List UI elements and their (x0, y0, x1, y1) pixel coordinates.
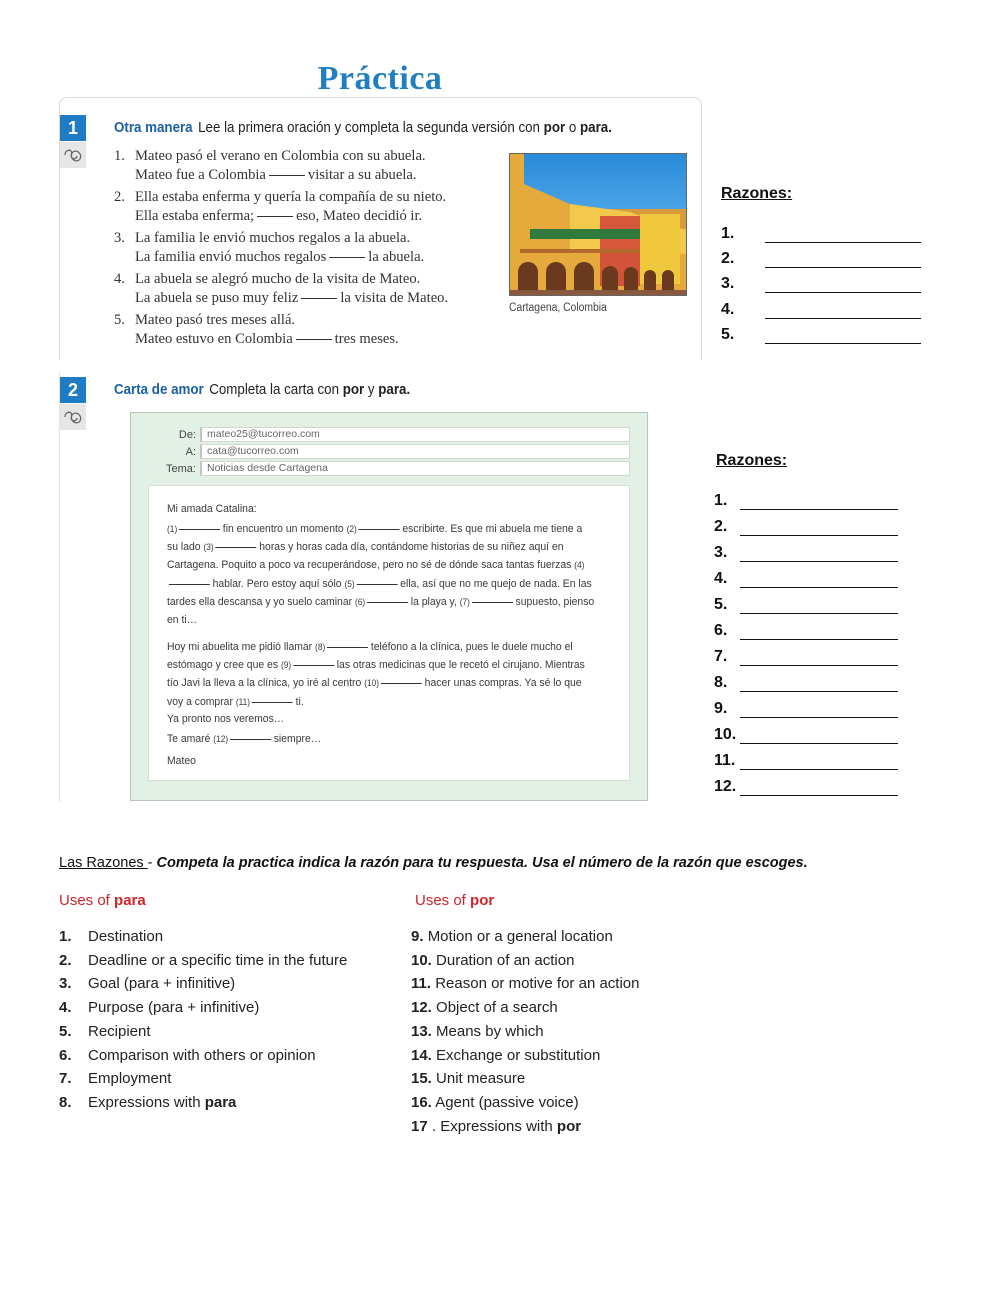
razon-number: 2. (721, 250, 735, 267)
reasons-heading: Las Razones (59, 855, 148, 871)
letter-text: la playa y, (410, 595, 457, 608)
exercise-item (114, 147, 494, 184)
para-use-item (59, 1070, 171, 1087)
answer-blank-3[interactable] (216, 547, 257, 548)
use-number: 8. (59, 1093, 72, 1111)
razon-3-row (721, 275, 921, 293)
razon-number: 5. (714, 596, 728, 613)
use-number: 9. (411, 928, 424, 945)
razon-answer-line[interactable] (740, 665, 898, 666)
answer-blank-12[interactable] (230, 739, 271, 740)
use-text: Agent (passive voice) (435, 1093, 579, 1111)
blank-number: (1) (167, 524, 178, 534)
uses-of-para-header (59, 892, 146, 909)
letter-signature: Mateo (167, 755, 196, 767)
answer-blank-6[interactable] (367, 602, 408, 603)
item-number: 1. (114, 148, 125, 164)
use-keyword: por (556, 1117, 582, 1135)
razon-1-row (721, 225, 921, 243)
blank-number: (3) (203, 542, 214, 553)
use-text: Object of a search (436, 999, 558, 1017)
activity-1-label: Otra manera (114, 120, 193, 136)
razon-number: 8. (714, 674, 728, 691)
razon-number: 10. (714, 726, 737, 743)
subject-label: Tema: (166, 462, 196, 475)
rewrite-before: La familia envió muchos regalos (135, 248, 327, 265)
letter-see-you: Ya pronto nos veremos… (167, 713, 285, 725)
instruction-text: y (364, 382, 379, 398)
razon-number: 12. (714, 778, 737, 795)
razon-number: 4. (721, 301, 735, 318)
item-rewrite (135, 330, 399, 349)
answer-blank[interactable] (269, 175, 305, 176)
razon-answer-line[interactable] (740, 691, 898, 692)
letter-text: teléfono a la clínica, pues le duele mucho el estómago y cree que es (167, 641, 573, 672)
por-use-item (411, 999, 558, 1016)
header-keyword: para (114, 892, 146, 909)
razon-answer-line[interactable] (765, 267, 921, 268)
razon-2-row (721, 250, 921, 268)
to-label: A: (185, 445, 196, 458)
razon-number: 3. (714, 544, 728, 561)
keyword-para: para (580, 120, 609, 136)
blank-number: (4) (574, 560, 585, 571)
activity-1-heading (114, 120, 612, 136)
answer-blank[interactable] (257, 216, 293, 217)
razones-2-title: Razones: (716, 452, 788, 469)
answer-blank-5[interactable] (357, 584, 398, 585)
por-use-item (411, 1118, 581, 1135)
blank-number: (11) (235, 696, 251, 707)
from-label: De: (178, 428, 196, 441)
razon-4-row (714, 570, 898, 588)
razon-number: 11. (714, 752, 736, 769)
por-use-item (411, 928, 613, 945)
letter-closing (167, 730, 595, 748)
instruction-text: Lee la primera oración y completa la segunda versión con (198, 120, 544, 136)
razon-7-row (714, 648, 898, 666)
razon-9-row (714, 700, 898, 718)
use-number: 13. (411, 1022, 432, 1040)
letter-text: hablar. Pero estoy aquí sólo (212, 577, 342, 590)
answer-blank-2[interactable] (359, 529, 400, 530)
use-number: 5. (59, 1022, 72, 1040)
razon-11-row (714, 752, 898, 770)
razon-number: 2. (714, 518, 728, 535)
from-field: mateo25@tucorreo.com (200, 427, 630, 442)
para-use-item (59, 1047, 316, 1064)
letter-paragraph-2 (167, 638, 595, 711)
razon-number: 3. (721, 275, 735, 292)
razon-number: 5. (721, 326, 735, 343)
razon-answer-line[interactable] (740, 717, 898, 718)
item-number: 4. (114, 271, 125, 287)
use-number: 1. (59, 928, 72, 945)
use-number: 15. (411, 1070, 432, 1088)
instruction-text: o (565, 120, 581, 136)
keyword-por: por (543, 120, 566, 136)
item-original: Mateo pasó tres meses allá. (135, 312, 296, 328)
item-original: La abuela se alegró mucho de la visita de Mateo. (135, 271, 421, 287)
use-number: 6. (59, 1046, 72, 1064)
para-use-item (59, 1094, 236, 1111)
razon-4-row (721, 301, 921, 319)
item-number: 3. (114, 230, 125, 246)
letter-text: hacer unas compras. Ya sé lo que voy a comprar (167, 677, 582, 708)
pair-activity-icon (60, 142, 86, 168)
blank-number: (5) (344, 578, 355, 589)
use-number: 17 (411, 1117, 428, 1135)
use-number: 2. (59, 951, 72, 969)
rewrite-after: eso, Mateo decidió ir. (296, 207, 423, 224)
blank-number: (7) (459, 596, 470, 607)
rewrite-after: la abuela. (368, 248, 425, 265)
razon-number: 1. (721, 225, 735, 242)
answer-blank-11[interactable] (252, 702, 293, 703)
heading-dash: - (147, 855, 157, 871)
use-text: Employment (88, 1070, 172, 1088)
razon-5-row (721, 326, 921, 344)
use-number: 7. (59, 1070, 72, 1088)
letter-text: escribirte. Es que mi abuela me tiene a su lado (167, 523, 583, 554)
use-number: 16. (411, 1093, 432, 1111)
exercise-item (114, 229, 494, 266)
item-number: 2. (114, 189, 125, 205)
razon-3-row (714, 544, 898, 562)
razon-number: 6. (714, 622, 728, 639)
letter-paragraph-1 (167, 520, 595, 629)
item-rewrite (135, 289, 448, 308)
por-use-item (411, 1023, 544, 1040)
activity-2-heading (114, 382, 410, 398)
razon-answer-line[interactable] (740, 509, 898, 510)
blank-number: (10) (364, 678, 380, 689)
email-to-row (132, 444, 630, 459)
use-number: 12. (411, 999, 432, 1017)
blank-number: (6) (354, 596, 366, 607)
razon-number: 9. (714, 700, 728, 717)
answer-blank-7[interactable] (472, 602, 513, 603)
header-prefix: Uses of (415, 892, 471, 909)
item-rewrite (135, 166, 426, 185)
letter-text: Hoy mi abuelita me pidió llamar (167, 641, 313, 653)
header-prefix: Uses of (59, 892, 115, 909)
instruction-text: Completa la carta con (209, 382, 343, 398)
por-use-item (411, 1094, 579, 1111)
rewrite-before: Mateo fue a Colombia (135, 166, 266, 183)
activity-1-items (114, 147, 494, 352)
use-text: Recipient (88, 1022, 151, 1040)
razones-1-title: Razones: (721, 185, 793, 202)
use-keyword: para (204, 1093, 237, 1111)
letter-text: supuesto, pienso en ti… (167, 595, 595, 627)
razon-answer-line[interactable] (765, 242, 921, 243)
blank-number: (12) (213, 734, 229, 744)
razon-answer-line[interactable] (740, 587, 898, 588)
activity-2-number-badge: 2 (60, 377, 86, 403)
use-number: 11. (411, 975, 432, 993)
instruction-text: . (608, 120, 612, 136)
para-use-item (59, 952, 347, 969)
cartagena-photo (509, 153, 687, 296)
blank-number: (2) (346, 524, 357, 534)
letter-text: horas y horas cada día, contándome historias de su niñez aquí en Cartagena. Poquito a poco va recuperándose, pero no sé de dónde saca tantas fuerzas (167, 541, 572, 572)
activity-2-label: Carta de amor (114, 382, 204, 398)
uses-of-por-header (415, 892, 494, 909)
use-number: 10. (411, 951, 432, 969)
use-text: Expressions with (88, 1093, 205, 1111)
razon-12-row (714, 778, 898, 796)
answer-blank-10[interactable] (381, 683, 422, 684)
answer-blank-1[interactable] (179, 529, 220, 530)
razon-answer-line[interactable] (740, 561, 898, 562)
use-number: 3. (59, 975, 72, 993)
exercise-item (114, 270, 494, 307)
para-use-item (59, 1023, 151, 1040)
rewrite-before: Mateo estuvo en Colombia (135, 330, 293, 347)
razon-answer-line[interactable] (740, 639, 898, 640)
item-original: Mateo pasó el verano en Colombia con su abuela. (135, 148, 426, 164)
razon-answer-line[interactable] (765, 343, 921, 344)
use-text: Destination (88, 928, 164, 945)
to-field: cata@tucorreo.com (200, 444, 630, 459)
letter-text: ella, así que no me quejo de nada. En las tardes ella descansa y yo suelo caminar (167, 577, 592, 608)
razon-2-row (714, 518, 898, 536)
use-text: . Expressions with (431, 1117, 557, 1135)
rewrite-after: visitar a su abuela. (307, 166, 417, 183)
exercise-item (114, 188, 494, 225)
item-number: 5. (114, 312, 125, 328)
letter-text: siempre… (273, 733, 322, 745)
rewrite-before: La abuela se puso muy feliz (135, 289, 299, 306)
blank-number: (8) (315, 642, 326, 652)
razon-answer-line[interactable] (765, 292, 921, 293)
use-text: Deadline or a specific time in the future (88, 951, 348, 969)
reasons-instruction (59, 855, 808, 871)
por-use-item (411, 952, 574, 969)
blank-number: (9) (280, 660, 292, 671)
razon-answer-line[interactable] (765, 318, 921, 319)
item-rewrite (135, 207, 446, 226)
answer-blank-9[interactable] (293, 665, 334, 666)
answer-blank-8[interactable] (327, 647, 368, 648)
rewrite-before: Ella estaba enferma; (135, 207, 255, 224)
use-text: Unit measure (436, 1070, 526, 1088)
razon-10-row (714, 726, 898, 744)
razon-8-row (714, 674, 898, 692)
activity-1-number-badge: 1 (60, 115, 86, 141)
email-subject-row (132, 461, 630, 476)
letter-greeting: Mi amada Catalina: (167, 503, 257, 515)
header-keyword: por (470, 892, 495, 909)
photo-caption: Cartagena, Colombia (509, 302, 607, 314)
keyword-por: por (342, 382, 365, 398)
use-text: Motion or a general location (427, 928, 613, 945)
razon-number: 7. (714, 648, 728, 665)
activity-2-frame (59, 372, 60, 802)
letter-text: las otras medicinas que le recetó el cirujano. Mientras tío Javi la lleva a la clínica, yo iré al centro (167, 659, 585, 690)
use-text: Comparison with others or opinion (88, 1046, 316, 1064)
answer-blank-4[interactable] (169, 584, 210, 585)
answer-blank[interactable] (296, 339, 332, 340)
use-number: 14. (411, 1046, 432, 1064)
use-text: Purpose (para + infinitive) (88, 999, 260, 1017)
razon-answer-line[interactable] (740, 613, 898, 614)
por-use-item (411, 1047, 600, 1064)
por-use-item (411, 975, 639, 992)
rewrite-after: tres meses. (334, 330, 399, 347)
use-text: Goal (para + infinitive) (88, 975, 236, 993)
use-text: Reason or motive for an action (435, 975, 640, 993)
use-number: 4. (59, 999, 72, 1017)
item-original: Ella estaba enferma y quería la compañía de su nieto. (135, 189, 447, 205)
rewrite-after: la visita de Mateo. (340, 289, 449, 306)
instruction-text: . (406, 382, 411, 398)
razon-number: 4. (714, 570, 728, 587)
por-use-item (411, 1070, 525, 1087)
page-title: Práctica (317, 60, 443, 97)
para-use-item (59, 975, 235, 992)
use-text: Means by which (436, 1022, 544, 1040)
para-use-item (59, 999, 259, 1016)
keyword-para: para (378, 382, 407, 398)
letter-text: ti. (295, 695, 304, 708)
razon-answer-line[interactable] (740, 743, 898, 744)
razon-1-row (714, 492, 898, 510)
razon-answer-line[interactable] (740, 769, 898, 770)
answer-blank[interactable] (329, 257, 365, 258)
razon-5-row (714, 596, 898, 614)
item-original: La familia le envió muchos regalos a la abuela. (135, 230, 411, 246)
razon-6-row (714, 622, 898, 640)
subject-field: Noticias desde Cartagena (200, 461, 630, 476)
item-rewrite (135, 248, 424, 267)
email-from-row (132, 427, 630, 442)
razon-number: 1. (714, 492, 728, 509)
reasons-instruction-text: Competa la practica indica la razón para tu respuesta. Usa el número de la razón que escoges. (156, 855, 808, 871)
answer-blank[interactable] (301, 298, 337, 299)
exercise-item (114, 311, 494, 348)
use-text: Duration of an action (436, 951, 575, 969)
pair-activity-icon (60, 404, 86, 430)
razon-answer-line[interactable] (740, 535, 898, 536)
letter-text: fin encuentro un momento (222, 523, 344, 535)
para-use-item (59, 928, 163, 945)
razon-answer-line[interactable] (740, 795, 898, 796)
use-text: Exchange or substitution (436, 1046, 601, 1064)
letter-text: Te amaré (167, 733, 211, 745)
